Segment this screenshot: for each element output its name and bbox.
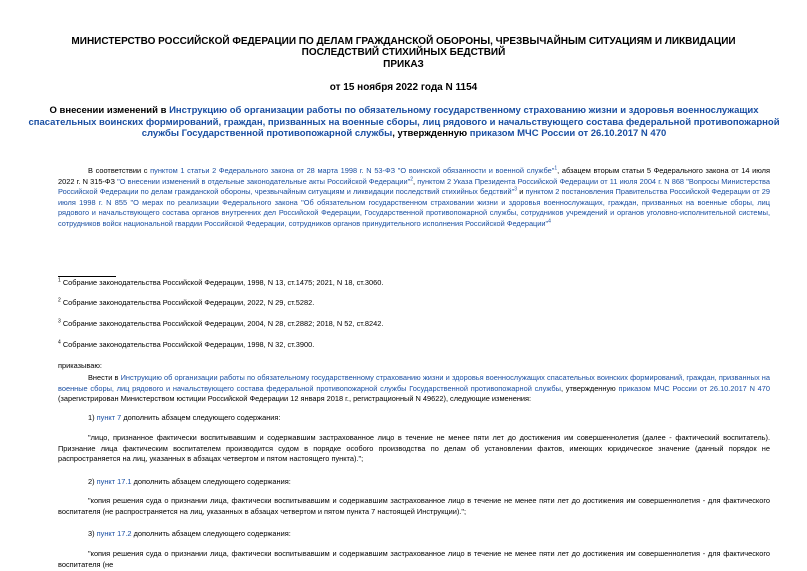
footnote-ref-1[interactable]: 1 bbox=[554, 165, 558, 172]
item-text: дополнить абзацем следующего содержания: bbox=[121, 413, 281, 422]
footnote-1 bbox=[58, 278, 758, 288]
footnote-3 bbox=[58, 319, 758, 329]
order-date-number: от 15 ноября 2022 года N 1154 bbox=[329, 82, 478, 93]
footnote-4 bbox=[58, 340, 758, 350]
ministry-name: МИНИСТЕРСТВО РОССИЙСКОЙ ФЕДЕРАЦИИ ПО ДЕЛАМ ГРАЖДАНСКОЙ ОБОРОНЫ, ЧРЕЗВЫЧАЙНЫМ СИТУАЦИЯМ И ЛИКВИДАЦИИ ПОСЛЕДСТВИЙ СТИХИЙНЫХ БЕДСТВИЙ bbox=[71, 36, 736, 58]
item-3-link[interactable]: пункт 17.2 bbox=[96, 529, 132, 538]
intro-link-law-315[interactable]: "О внесении изменений в отдельные законодательные акты Российской Федерации" bbox=[117, 176, 411, 186]
intro-text-1: В соответствии с bbox=[88, 166, 151, 175]
item-3-quote: "копия решения суда о признании лица, фактически воспитывавшим и содержавшим застрахованное лицо в течение не менее пяти лет до достижения им совершеннолетия - для фактического воспитателя (не bbox=[58, 549, 770, 569]
intro-text-3: , bbox=[413, 176, 418, 186]
footnote-2 bbox=[58, 298, 758, 308]
intro-text-4: и bbox=[517, 187, 526, 197]
footnote-text: Собрание законодательства Российской Федерации, 1998, N 32, ст.3900. bbox=[62, 340, 315, 349]
title-prefix: О внесении изменений в bbox=[49, 105, 170, 116]
intro-text-2: , абзацем вторым статьи 5 Федерального закона от 14 июля 2022 г. N 315-ФЗ bbox=[58, 166, 770, 186]
item-text: дополнить абзацем следующего содержания: bbox=[131, 529, 291, 538]
footnote-text: Собрание законодательства Российской Федерации, 2022, N 29, ст.5282. bbox=[62, 298, 315, 307]
title-order-link[interactable]: приказом МЧС России от 26.10.2017 N 470 bbox=[469, 128, 667, 139]
item-2-heading bbox=[58, 477, 770, 488]
main-text-2: , утвержденную bbox=[560, 383, 619, 393]
footnote-ref-4[interactable]: 4 bbox=[548, 218, 551, 225]
item-1-heading bbox=[58, 413, 770, 424]
item-2-quote: "копия решения суда о признании лица, фактически воспитывавшим и содержавшим застрахованное лицо в течение не менее пяти лет до достижения им совершеннолетия - для фактического воспитателя (не распространяется на лиц, указанных в абзацах четвертом и пятом пункта 7 настоящей Инструкции)."; bbox=[58, 496, 770, 516]
title-instruction-link[interactable]: Инструкцию об организации работы по обязательному государственному страхованию жизни и здоровья военнослужащих спасательных воинских формирований, граждан, призванных на военные сборы, лиц рядового и начальствующего состава федеральной противопожарной службы Государственной противопожарной службы bbox=[28, 105, 780, 139]
item-number: 3) bbox=[88, 529, 97, 538]
item-number: 2) bbox=[88, 477, 97, 486]
footnote-mark: 2 bbox=[58, 297, 61, 304]
item-number: 1) bbox=[88, 413, 97, 422]
document-type: ПРИКАЗ bbox=[383, 59, 424, 70]
item-2-link[interactable]: пункт 17.1 bbox=[96, 477, 132, 486]
footnote-mark: 1 bbox=[58, 277, 61, 284]
item-3-heading bbox=[58, 529, 770, 540]
item-text: дополнить абзацем следующего содержания: bbox=[131, 477, 291, 486]
footnote-text: Собрание законодательства Российской Федерации, 1998, N 13, ст.1475; 2021, N 18, ст.3060. bbox=[62, 278, 384, 287]
main-text-1: Внести в bbox=[88, 373, 121, 382]
footnote-divider bbox=[58, 276, 116, 277]
main-text-3: (зарегистрирован Министерством юстиции Российской Федерации 12 января 2018 г., регистрационный N 49622), следующие изменения: bbox=[58, 394, 532, 404]
item-1-link[interactable]: пункт 7 bbox=[96, 413, 122, 422]
main-order-link[interactable]: приказом МЧС России от 26.10.2017 N 470 bbox=[618, 383, 771, 393]
footnote-ref-2[interactable]: 2 bbox=[410, 176, 414, 183]
intro-link-decree-868[interactable]: пунктом 2 Указа Президента Российской Федерации от 11 июля 2004 г. N 868 "Вопросы Министерства Российской Федерации по делам гражданской обороны, чрезвычайным ситуациям и ликвидации последствий стихийных бедствий" bbox=[58, 176, 770, 197]
item-1-quote: "лицо, признанное фактически воспитывавшим и содержавшим застрахованное лицо в течение не менее пяти лет до достижения им совершеннолетия (далее - фактический воспитатель). Признание лица фактическим воспитателем производится судом в порядке особого производства по делам об установлении фактов, имеющих юридическое значение (данный порядок не распространяется на лиц, указанных в абзацах четвертом и пятом настоящего пункта)."; bbox=[58, 433, 770, 464]
footnote-text: Собрание законодательства Российской Федерации, 2004, N 28, ст.2882; 2018, N 52, ст.8242. bbox=[62, 319, 384, 328]
title-middle: , утвержденную bbox=[392, 128, 470, 139]
intro-link-law-53[interactable]: пунктом 1 статьи 2 Федерального закона от 28 марта 1998 г. N 53-ФЗ "О воинской обязанности и военной службе" bbox=[150, 166, 555, 175]
main-paragraph bbox=[58, 373, 770, 405]
order-title bbox=[24, 105, 784, 140]
intro-paragraph bbox=[58, 166, 770, 230]
main-instruction-link[interactable]: Инструкцию об организации работы по обязательному государственному страхованию жизни и здоровья военнослужащих спасательных воинских формирований, граждан, призванных на военные сборы, лиц рядового и начальствующего состава федеральной противопожарной службы Государственной противопожарной службы bbox=[58, 373, 770, 393]
order-word: приказываю: bbox=[58, 361, 102, 370]
footnote-mark: 3 bbox=[58, 318, 61, 325]
intro-link-resolution-855[interactable]: пунктом 2 постановления Правительства Российской Федерации от 29 июля 1998 г. N 855 "О мерах по реализации Федерального закона "Об обязательном государственном страховании жизни и здоровья военнослужащих, граждан, призванных на военные сборы, лиц рядового и начальствующего состава органов внутренних дел Российской Федерации, Государственной противопожарной службы, сотрудников учреждений и органов уголовно-исполнительной системы, сотрудников войск национальной гвардии Российской Федерации, сотрудников органов принудительного исполнения Российской Федерации" bbox=[58, 187, 770, 228]
footnote-ref-3[interactable]: 3 bbox=[514, 186, 518, 193]
footnote-mark: 4 bbox=[58, 339, 61, 346]
